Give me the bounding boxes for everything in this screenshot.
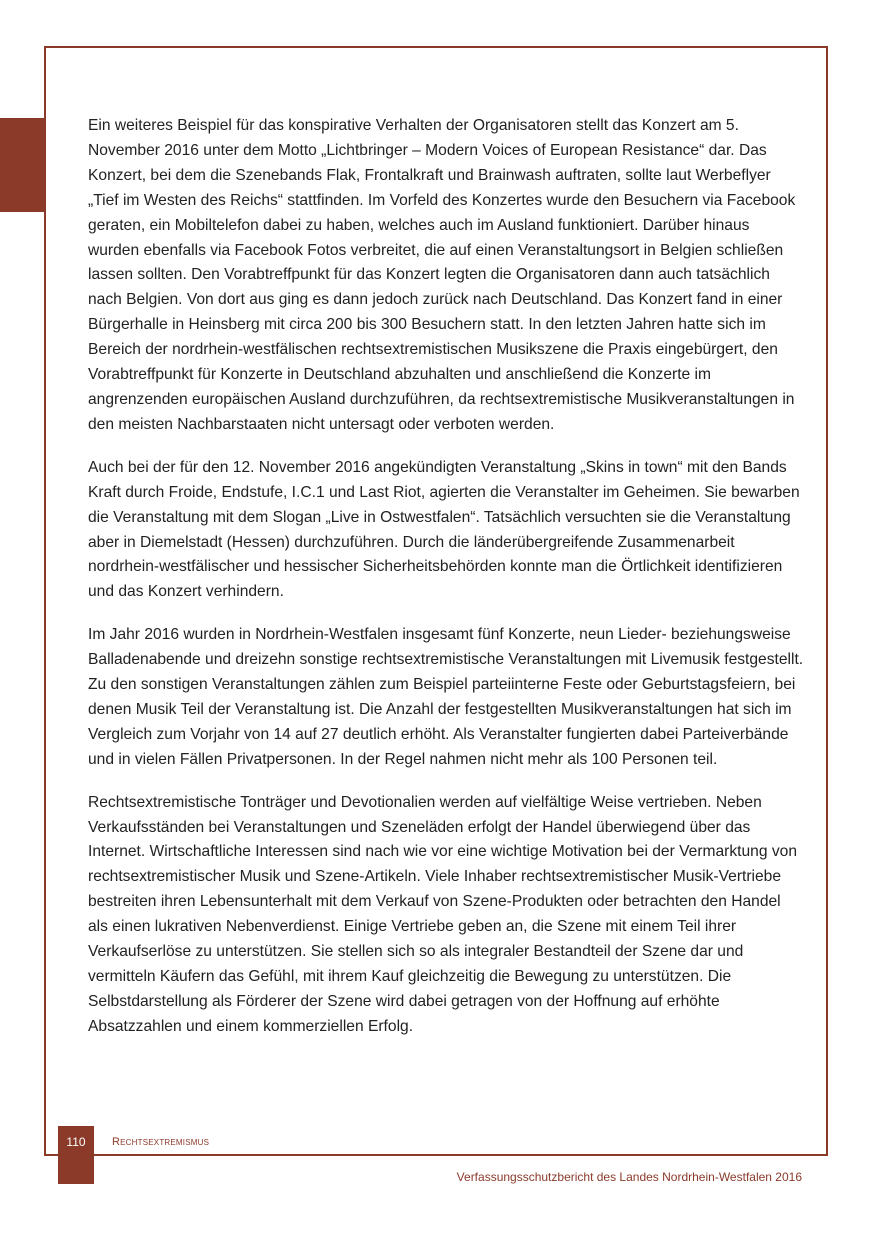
paragraph: Im Jahr 2016 wurden in Nordrhein-Westfalen insgesamt fünf Konzerte, neun Lieder- beziehungsweise Balladenabende und dreizehn sonstige rechtsextremistische Veranstaltungen mit Livemusik festgestellt. Zu den sonstigen Veranstaltungen zählen zum Beispiel parteiinterne Feste oder Geburtstagsfeiern, bei denen Musik Teil der Veranstaltung ist. Die Anzahl der festgestellten Musikveranstaltungen hat sich im Vergleich zum Vorjahr von 14 auf 27 deutlich erhöht. Als Veranstalter fungierten dabei Parteiverbände und in vielen Fällen Privatpersonen. In der Regel nahmen nicht mehr als 100 Personen teil. [88, 626, 804, 768]
page-number: 110 [66, 1135, 86, 1149]
publication-title: Verfassungsschutzbericht des Landes Nordrhein-Westfalen 2016 [456, 1170, 802, 1184]
paragraph: Auch bei der für den 12. November 2016 angekündigten Veranstaltung „Skins in town“ mit den Bands Kraft durch Froide, Endstufe, I.C.1 und Last Riot, agierten die Veranstalter im Geheimen. Sie bewarben die Veranstaltung mit dem Slogan „Live in Ostwestfalen“. Tatsächlich versuchten sie die Veranstaltung aber in Diemelstadt (Hessen) durchzuführen. Durch die länderübergreifende Zusammenarbeit nordrhein-westfälischer und hessischer Sicherheitsbehörden konnte man die Örtlichkeit identifizieren und das Konzert verhindern. [88, 458, 800, 601]
page-frame-top-border [44, 46, 828, 48]
paragraph: Rechtsextremistische Tonträger und Devotionalien werden auf vielfältige Weise vertrieben. Neben Verkaufsständen bei Veranstaltungen und Szeneläden erfolgt der Handel überwiegend über das Internet. Wirtschaftliche Interessen sind nach wie vor eine wichtige Motivation bei der Vermarktung von rechtsextremistischer Musik und Szene-Artikeln. Viele Inhaber rechtsextremistischer Musik-Vertriebe bestreiten ihren Lebensunterhalt mit dem Verkauf von Szene-Produkten oder betrachten den Handel als einen lukrativen Nebenverdienst. Einige Vertriebe geben an, die Szene mit einem Teil ihrer Verkaufserlöse zu unterstützen. Sie stellen sich so als integraler Bestandteil der Szene dar und vermitteln Käufern das Gefühl, mit ihrem Kauf gleichzeitig die Bewegung zu unterstützen. Die Selbstdarstellung als Förderer der Szene wird dabei getragen von der Hoffnung auf erhöhte Absatzzahlen und einem kommerziellen Erfolg. [88, 793, 797, 1035]
chapter-side-tab [0, 118, 44, 212]
page-frame-right-border [826, 46, 828, 1156]
body-text [88, 114, 804, 1058]
paragraph: Ein weiteres Beispiel für das konspirative Verhalten der Organisatoren stellt das Konzert am 5. November 2016 unter dem Motto „Lichtbringer – Modern Voices of European Resistance“ dar. Das Konzert, bei dem die Szenebands Flak, Frontalkraft und Brainwash auftraten, sollte laut Werbeflyer „Tief im Westen des Reichs“ stattfinden. Im Vorfeld des Konzertes wurde den Besuchern via Facebook geraten, ein Mobiltelefon dabei zu haben, welches auch im Ausland funktioniert. Darüber hinaus wurden ebenfalls via Facebook Fotos verbreitet, die auf einen Veranstaltungsort in Belgien schließen lassen sollten. Den Vorabtreffpunkt für das Konzert legten die Organisatoren dann auch tatsächlich nach Belgien. Von dort aus ging es dann jedoch zurück nach Deutschland. Das Konzert fand in einer Bürgerhalle in Heinsberg mit circa 200 bis 300 Besuchern statt. In den letzten Jahren hatte sich im Bereich der nordrhein-westfälischen rechtsextremistischen Musikszene die Praxis eingebürgert, den Vorabtreffpunkt für Konzerte in Deutschland abzuhalten und anschließend die Konzerte im angrenzenden europäischen Ausland durchzuführen, da rechtsextremistische Musikveranstaltungen in den meisten Nachbarstaaten nicht untersagt oder verboten werden. [88, 117, 796, 433]
page-number-box [58, 1126, 94, 1184]
page-frame-left-border [44, 46, 46, 1156]
page-frame-bottom-border [44, 1154, 828, 1156]
section-label: Rechtsextremismus [112, 1136, 210, 1148]
